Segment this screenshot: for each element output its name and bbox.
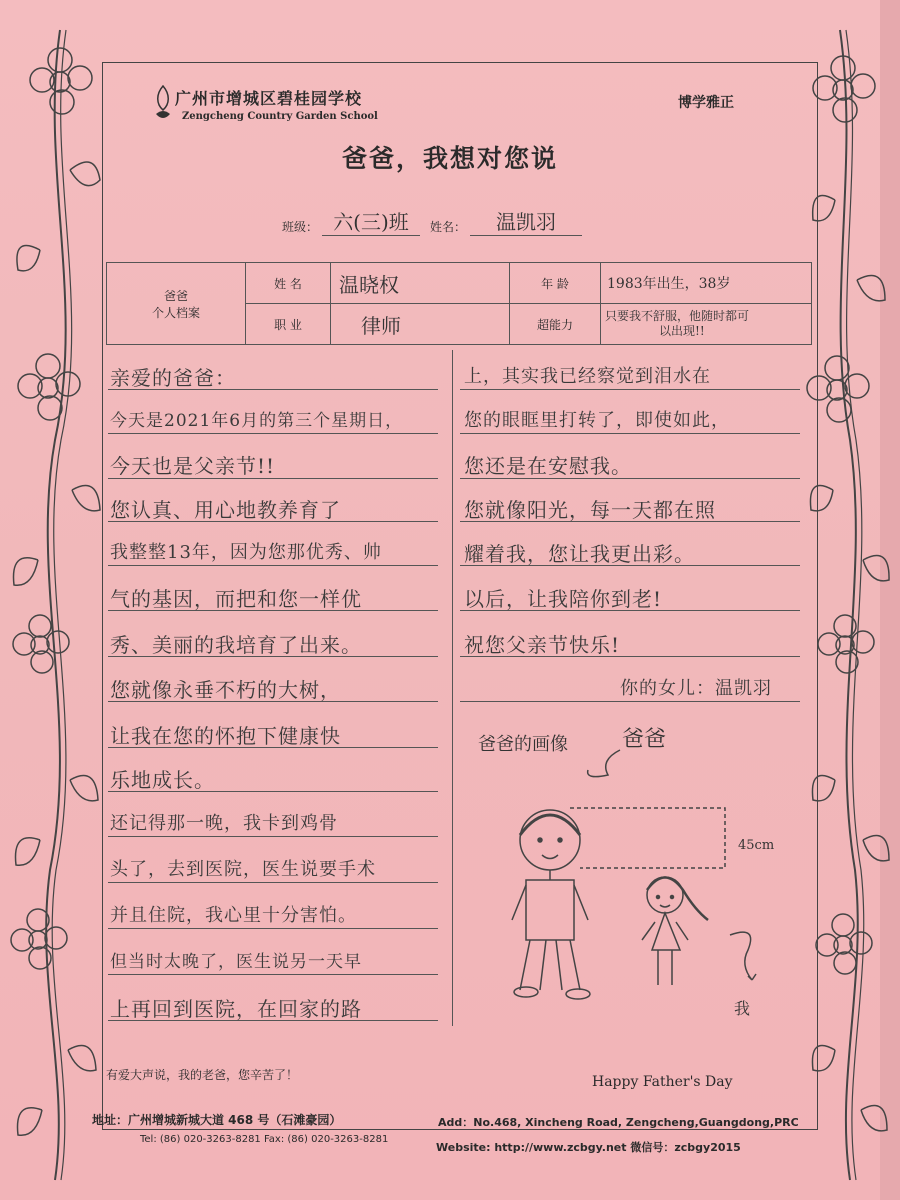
ruled-line bbox=[460, 389, 800, 390]
footer-website: Website: http://www.zcbgy.net 微信号：zcbgy2015 bbox=[436, 1141, 741, 1154]
class-value: 六(三)班 bbox=[322, 206, 420, 236]
family-drawing bbox=[490, 740, 790, 1020]
profile-age-value: 1983年出生，38岁 bbox=[601, 263, 812, 304]
ruled-line bbox=[108, 974, 438, 975]
letter-line: 今天也是父亲节!! bbox=[110, 454, 276, 478]
profile-name-value: 温晓权 bbox=[331, 263, 510, 304]
letter-line: 上再回到医院，在回家的路 bbox=[110, 997, 362, 1021]
father-profile-table bbox=[106, 262, 812, 345]
profile-name-label: 姓 名 bbox=[246, 263, 331, 304]
right-vine-decoration bbox=[805, 20, 895, 1200]
letter-line: 让我在您的怀抱下健康快 bbox=[110, 724, 341, 748]
column-divider bbox=[452, 350, 453, 1026]
letter-line: 秀、美丽的我培育了出来。 bbox=[110, 633, 362, 657]
letter-line: 您的眼眶里打转了，即使如此， bbox=[464, 410, 730, 431]
letter-line: 耀着我，您让我更出彩。 bbox=[464, 542, 695, 566]
ruled-line bbox=[460, 433, 800, 434]
letter-line: 祝您父亲节快乐! bbox=[464, 633, 621, 657]
profile-power-label: 超能力 bbox=[510, 304, 601, 345]
letter-line: 以后，让我陪你到老! bbox=[464, 587, 663, 611]
ruled-line bbox=[108, 928, 438, 929]
letter-line: 您还是在安慰我。 bbox=[464, 454, 632, 478]
letter-line: 我整整13年，因为您那优秀、帅 bbox=[110, 542, 382, 563]
letter-line: 您就像阳光，每一天都在照 bbox=[464, 498, 716, 522]
profile-power-value: 只要我不舒服，他随时都可 bbox=[605, 309, 750, 323]
profile-section-label-2: 个人档案 bbox=[151, 305, 200, 320]
name-value: 温凯羽 bbox=[470, 206, 582, 236]
profile-job-value: 律师 bbox=[331, 304, 510, 345]
letter-line: 亲爱的爸爸： bbox=[110, 366, 236, 390]
class-label: 班级： bbox=[282, 220, 319, 234]
school-name-en: Zengcheng Country Garden School bbox=[182, 111, 378, 122]
letter-line: 并且住院，我心里十分害怕。 bbox=[110, 905, 357, 926]
footer-phone: Tel: (86) 020-3263-8281 Fax: (86) 020-3263-8281 bbox=[140, 1134, 389, 1145]
drawing-caption: 爸爸的画像 bbox=[478, 734, 568, 755]
dad-label: 爸爸 bbox=[622, 727, 667, 752]
ruled-line bbox=[108, 433, 438, 434]
height-label: 45cm bbox=[738, 838, 775, 853]
letter-line: 上，其实我已经察觉到泪水在 bbox=[464, 366, 711, 387]
page-title: 爸爸，我想对您说 bbox=[341, 144, 558, 173]
letter-line: 您就像永垂不朽的大树， bbox=[110, 678, 341, 702]
profile-age-label: 年 龄 bbox=[510, 263, 601, 304]
letter-signature: 你的女儿：温凯羽 bbox=[620, 678, 772, 699]
letter-line: 还记得那一晚，我卡到鸡骨 bbox=[110, 813, 338, 834]
profile-power-value-2: 以出现!! bbox=[659, 324, 705, 338]
happy-fathers-day: Happy Father's Day bbox=[592, 1074, 733, 1090]
letter-line: 乐地成长。 bbox=[110, 768, 215, 792]
left-vine-decoration bbox=[0, 20, 110, 1200]
school-name-cn: 广州市增城区碧桂园学校 bbox=[175, 89, 363, 108]
ruled-line bbox=[108, 565, 438, 566]
profile-job-label: 职 业 bbox=[246, 304, 331, 345]
letter-line: 今天是2021年6月的第三个星期日， bbox=[110, 411, 404, 431]
ruled-line bbox=[108, 836, 438, 837]
letter-line: 但当时太晚了，医生说另一天早 bbox=[110, 952, 362, 972]
profile-section-label: 爸爸 bbox=[163, 288, 188, 303]
school-logo-icon bbox=[152, 84, 174, 124]
letter-line: 您认真、用心地教养育了 bbox=[110, 498, 341, 522]
me-label: 我 bbox=[734, 999, 751, 1018]
ruled-line bbox=[460, 701, 800, 702]
letter-line: 头了，去到医院，医生说要手术 bbox=[110, 859, 376, 880]
school-motto: 博学雅正 bbox=[678, 95, 734, 111]
footer-address-cn: 地址：广州增城新城大道 468 号（石滩豪园） bbox=[92, 1113, 342, 1127]
name-label: 姓名： bbox=[430, 220, 467, 234]
letter-line: 气的基因，而把和您一样优 bbox=[110, 587, 362, 611]
ruled-line bbox=[108, 882, 438, 883]
footer-slogan: 有爱大声说，我的老爸，您辛苦了！ bbox=[106, 1068, 299, 1082]
footer-address-en: Add：No.468, Xincheng Road, Zengcheng,Guangdong,PRC bbox=[438, 1116, 799, 1129]
